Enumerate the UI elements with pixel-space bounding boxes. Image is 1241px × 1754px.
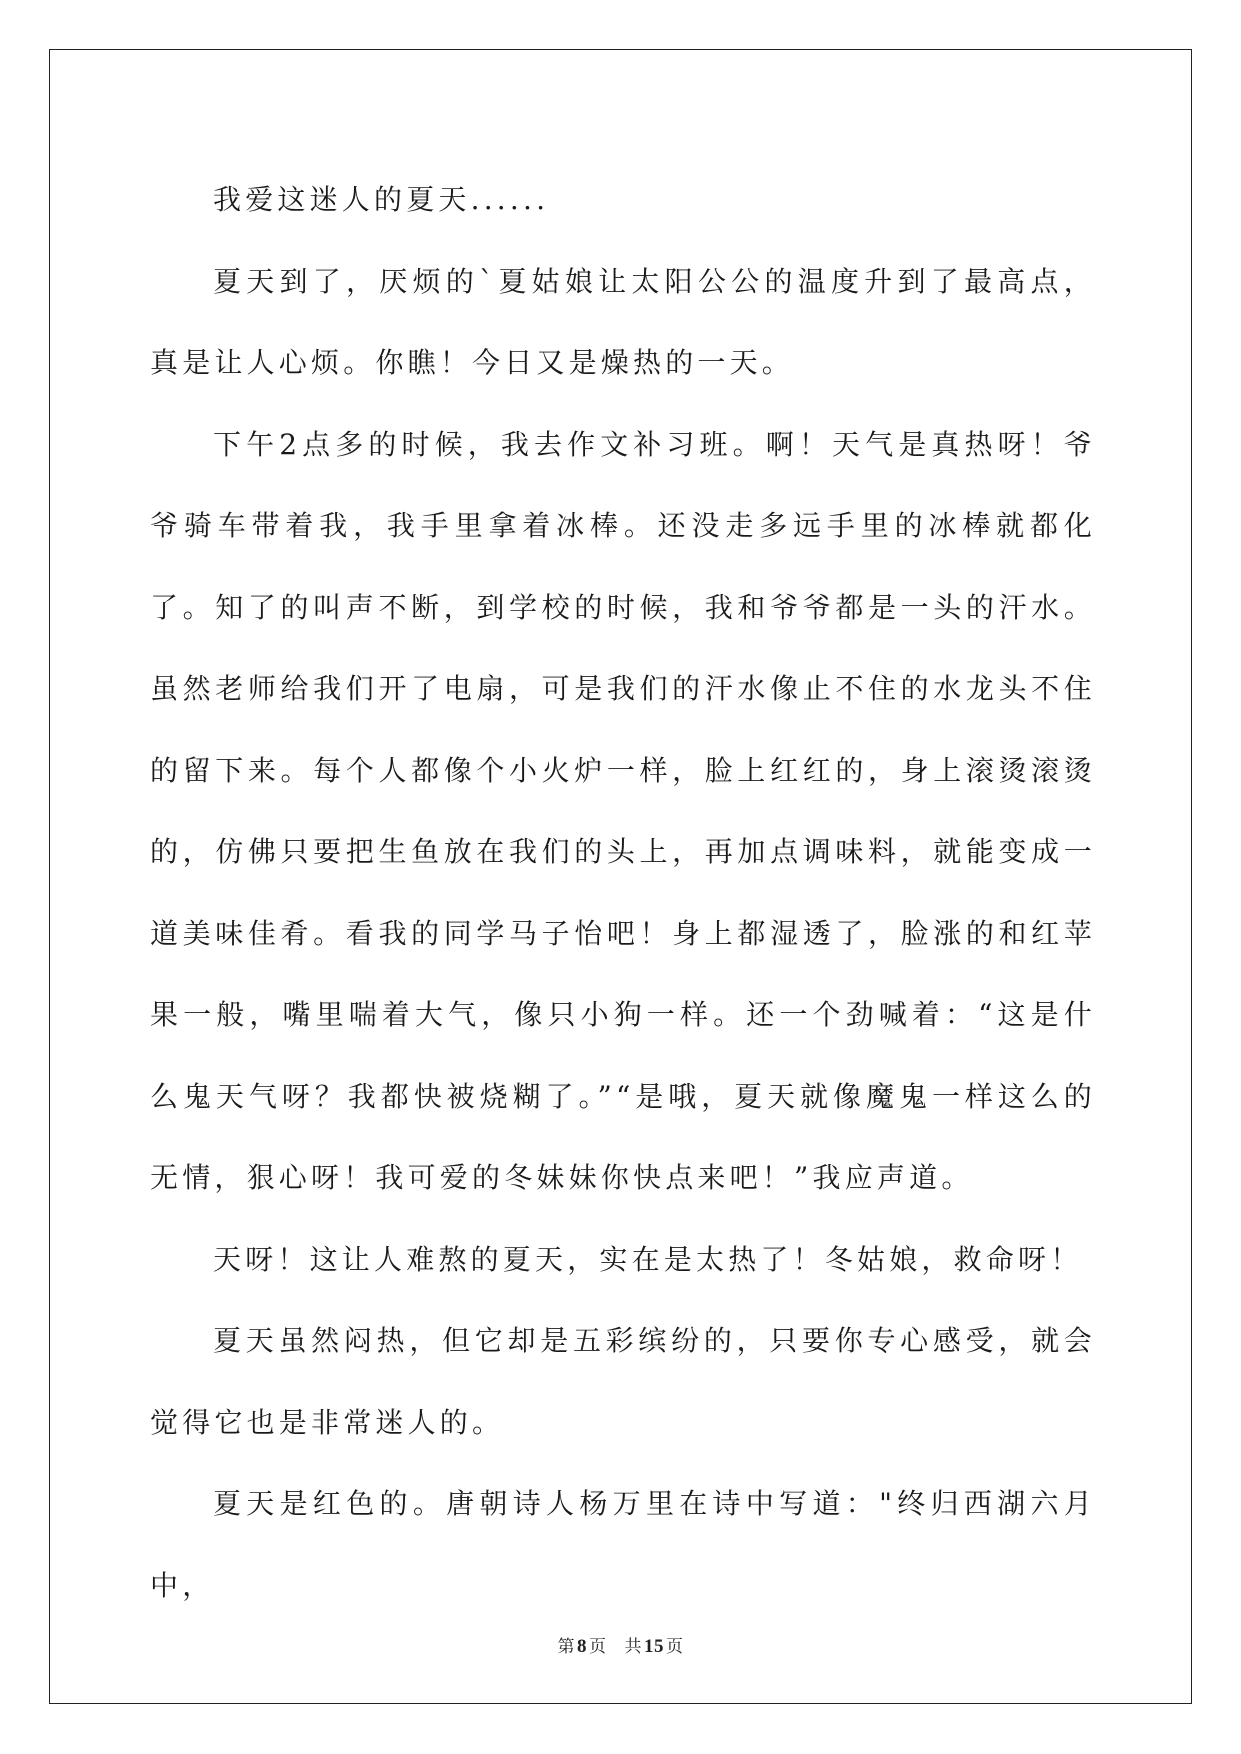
paragraph: 夏天是红色的。唐朝诗人杨万里在诗中写道："终归西湖六月中，: [150, 1487, 1096, 1602]
total-prefix: 共: [624, 1637, 642, 1657]
paragraph: 我爱这迷人的夏天......: [213, 183, 550, 216]
paragraph: 天呀！这让人难熬的夏天，实在是太热了！冬姑娘，救命呀！: [213, 1242, 1083, 1276]
page-number: 8: [577, 1636, 587, 1657]
total-suffix: 页: [666, 1637, 684, 1657]
page-footer: [0, 1632, 1241, 1658]
document-body: [150, 159, 1096, 1626]
total-pages: 15: [644, 1636, 664, 1657]
paragraph: 下午2点多的时候，我去作文补习班。啊！天气是真热呀！爷爷骑车带着我，我手里拿着冰棒。还没走多远手里的冰棒就都化了。知了的叫声不断，到学校的时候，我和爷爷都是一头的汗水。虽然老师给我们开了电扇，可是我们的汗水像止不住的水龙头不住的留下来。每个人都像个小火炉一样，脸上红红的，身上滚烫滚烫的，仿佛只要把生鱼放在我们的头上，再加点调味料，就能变成一道美味佳肴。看我的同学马子怡吧！身上都湿透了，脸涨的和红苹果一般，嘴里喘着大气，像只小狗一样。还一个劲喊着：“这是什么鬼天气呀？我都快被烧糊了。”“是哦，夏天就像魔鬼一样这么的无情，狠心呀！我可爱的冬妹妹你快点来吧！”我应声道。: [150, 427, 1096, 1194]
page-prefix: 第: [557, 1637, 575, 1657]
paragraph: 夏天虽然闷热，但它却是五彩缤纷的，只要你专心感受，就会觉得它也是非常迷人的。: [150, 1324, 1096, 1439]
paragraph: 夏天到了，厌烦的`夏姑娘让太阳公公的温度升到了最高点，真是让人心烦。你瞧！今日又是燥热的一天。: [150, 264, 1096, 379]
page-suffix: 页: [589, 1637, 607, 1657]
